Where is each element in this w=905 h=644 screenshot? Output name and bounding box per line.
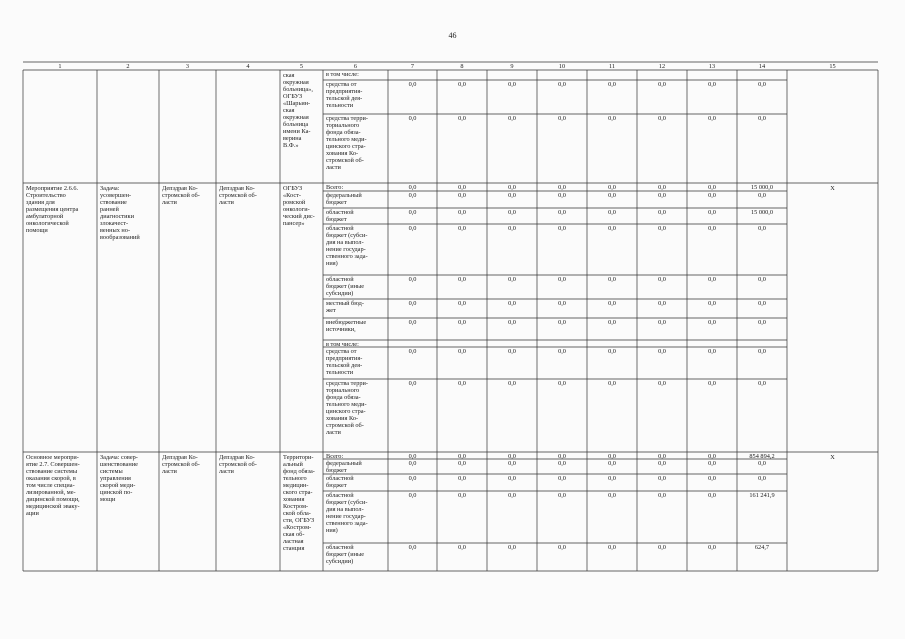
- amount-cell: 0,0: [708, 276, 716, 283]
- amount-cell: 0,0: [508, 348, 516, 355]
- amount-cell: 0,0: [758, 460, 766, 467]
- amount-cell: 0,0: [758, 300, 766, 307]
- amount-cell: 0,0: [608, 225, 616, 232]
- amount-cell: 0,0: [508, 300, 516, 307]
- amount-cell: 0,0: [758, 276, 766, 283]
- amount-cell: 0,0: [408, 475, 417, 482]
- amount-cell: 0,0: [558, 300, 566, 307]
- amount-cell: 0,0: [708, 81, 716, 88]
- column-number: 5: [299, 62, 304, 70]
- amount-cell: 0,0: [708, 192, 716, 199]
- amount-cell: 0,0: [658, 475, 666, 482]
- amount-cell: 854 894,2: [749, 453, 775, 460]
- amount-cell: 0,0: [658, 492, 666, 499]
- column-number: 4: [246, 62, 250, 70]
- amount-cell: 0,0: [508, 276, 516, 283]
- column-number: 9: [510, 62, 514, 70]
- column-number: 7: [410, 62, 415, 70]
- amount-cell: 0,0: [708, 475, 716, 482]
- col15-mark: Х: [830, 184, 835, 192]
- amount-cell: 0,0: [708, 225, 716, 232]
- funding-source-label: средства от предприятия- тельской дея- тельности: [326, 81, 363, 109]
- amount-cell: 0,0: [708, 300, 716, 307]
- amount-cell: 0,0: [608, 115, 616, 122]
- amount-cell: 0,0: [658, 348, 666, 355]
- amount-cell: 0,0: [508, 380, 516, 387]
- amount-cell: 0,0: [608, 184, 616, 191]
- amount-cell: 0,0: [758, 380, 766, 387]
- amount-cell: 0,0: [658, 276, 666, 283]
- amount-cell: 0,0: [458, 319, 466, 326]
- col15-mark: Х: [830, 453, 835, 461]
- measure-name: Мероприятие 2.6.6. Строительство здания для размещения центра амбулаторной онкологической помощи: [26, 185, 79, 234]
- amount-cell: 0,0: [408, 460, 417, 467]
- amount-cell: 0,0: [658, 460, 666, 467]
- participant: ская окружная больница», ОГБУЗ «Шарьин- ская окружная больница имени Ка- верина В.Ф.»: [283, 72, 313, 149]
- amount-cell: 0,0: [708, 544, 716, 551]
- amount-cell: 0,0: [608, 209, 616, 216]
- amount-cell: 0,0: [558, 81, 566, 88]
- amount-cell: 0,0: [558, 492, 566, 499]
- amount-cell: 0,0: [408, 184, 417, 191]
- amount-cell: 0,0: [458, 115, 466, 122]
- amount-cell: 0,0: [608, 319, 616, 326]
- amount-cell: 15 000,0: [750, 209, 774, 216]
- column-number: 8: [460, 62, 464, 70]
- amount-cell: 0,0: [658, 225, 666, 232]
- amount-cell: 161 241,9: [749, 492, 775, 499]
- amount-cell: 0,0: [458, 492, 466, 499]
- amount-cell: 0,0: [558, 380, 566, 387]
- amount-cell: 0,0: [458, 380, 466, 387]
- column-number: 13: [708, 62, 716, 70]
- amount-cell: 0,0: [408, 81, 417, 88]
- amount-cell: 0,0: [508, 475, 516, 482]
- amount-cell: 0,0: [608, 380, 616, 387]
- funding-source-label: в том числе:: [326, 341, 359, 348]
- funding-source-label: внебюджетные источники,: [326, 319, 367, 333]
- amount-cell: 0,0: [508, 81, 516, 88]
- amount-cell: 0,0: [708, 460, 716, 467]
- amount-cell: 0,0: [508, 184, 516, 191]
- amount-cell: 0,0: [758, 225, 766, 232]
- amount-cell: 0,0: [408, 300, 417, 307]
- amount-cell: 0,0: [508, 453, 516, 460]
- amount-cell: 0,0: [658, 209, 666, 216]
- amount-cell: 0,0: [558, 209, 566, 216]
- amount-cell: 0,0: [708, 492, 716, 499]
- column-number: 1: [58, 62, 62, 70]
- amount-cell: 0,0: [608, 475, 616, 482]
- co-executor: Депздрав Ко- стромской об- ласти: [219, 185, 257, 206]
- amount-cell: 0,0: [658, 453, 666, 460]
- amount-cell: 0,0: [458, 209, 466, 216]
- amount-cell: 0,0: [608, 81, 616, 88]
- column-number: 10: [558, 62, 566, 70]
- amount-cell: 0,0: [658, 184, 666, 191]
- amount-cell: 0,0: [608, 492, 616, 499]
- column-number: 15: [829, 62, 836, 70]
- amount-cell: 0,0: [508, 225, 516, 232]
- amount-cell: 0,0: [508, 115, 516, 122]
- amount-cell: 0,0: [758, 348, 766, 355]
- amount-cell: 0,0: [708, 184, 716, 191]
- amount-cell: 0,0: [458, 348, 466, 355]
- funding-source-label: Всего:: [326, 184, 344, 191]
- responsible-executor: Депздрав Ко- стромской об- ласти: [162, 454, 200, 475]
- amount-cell: 0,0: [408, 348, 417, 355]
- amount-cell: 0,0: [558, 276, 566, 283]
- funding-source-label: федеральный бюджет: [326, 192, 362, 206]
- column-number: 12: [658, 62, 666, 70]
- amount-cell: 0,0: [658, 319, 666, 326]
- amount-cell: 0,0: [558, 544, 566, 551]
- column-number: 11: [608, 62, 616, 70]
- amount-cell: 0,0: [608, 453, 616, 460]
- amount-cell: 0,0: [758, 81, 766, 88]
- amount-cell: 0,0: [608, 544, 616, 551]
- co-executor: Депздрав Ко- стромской об- ласти: [219, 454, 257, 475]
- amount-cell: 0,0: [458, 475, 466, 482]
- funding-source-label: федеральный бюджет: [326, 460, 362, 474]
- amount-cell: 0,0: [408, 492, 417, 499]
- column-number: 3: [185, 62, 190, 70]
- amount-cell: 0,0: [558, 319, 566, 326]
- amount-cell: 0,0: [408, 115, 417, 122]
- task-description: Задача: совер- шенствование системы управления скорой меди- цинской по- мощи: [100, 454, 138, 503]
- amount-cell: 0,0: [558, 460, 566, 467]
- amount-cell: 0,0: [608, 460, 616, 467]
- responsible-executor: Депздрав Ко- стромской об- ласти: [162, 185, 200, 206]
- task-description: Задача: усовершен- ствование ранней диагностики злокачест- венных но- вообразований: [100, 185, 140, 241]
- amount-cell: 0,0: [708, 115, 716, 122]
- amount-cell: 0,0: [658, 380, 666, 387]
- amount-cell: 0,0: [408, 225, 417, 232]
- funding-source-label: в том числе:: [326, 71, 359, 78]
- amount-cell: 0,0: [758, 115, 766, 122]
- amount-cell: 0,0: [508, 209, 516, 216]
- column-number: 14: [758, 62, 766, 70]
- amount-cell: 0,0: [508, 544, 516, 551]
- amount-cell: 0,0: [608, 192, 616, 199]
- amount-cell: 0,0: [508, 192, 516, 199]
- amount-cell: 0,0: [458, 460, 466, 467]
- column-number: 6: [353, 62, 358, 70]
- amount-cell: 0,0: [458, 81, 466, 88]
- amount-cell: 0,0: [408, 453, 417, 460]
- amount-cell: 0,0: [408, 544, 417, 551]
- amount-cell: 0,0: [658, 544, 666, 551]
- amount-cell: 0,0: [658, 192, 666, 199]
- amount-cell: 0,0: [458, 184, 466, 191]
- amount-cell: 15 000,0: [750, 184, 774, 191]
- amount-cell: 0,0: [608, 276, 616, 283]
- amount-cell: 0,0: [558, 225, 566, 232]
- amount-cell: 0,0: [658, 81, 666, 88]
- amount-cell: 0,0: [658, 300, 666, 307]
- funding-source-label: областной бюджет (субси- дия на выпол- нение государ- ственного зада- ния): [326, 492, 368, 534]
- amount-cell: 0,0: [758, 319, 766, 326]
- amount-cell: 0,0: [458, 544, 466, 551]
- funding-source-label: областной бюджет: [326, 209, 354, 223]
- page-number: 46: [448, 31, 457, 40]
- amount-cell: 0,0: [708, 453, 716, 460]
- amount-cell: 0,0: [708, 380, 716, 387]
- participant: ОГБУЗ «Кост- ромской онкологи- ческий дис- пансер»: [283, 185, 315, 227]
- amount-cell: 0,0: [558, 115, 566, 122]
- amount-cell: 0,0: [608, 348, 616, 355]
- funding-source-label: средства от предприятия- тельской дея- тельности: [326, 348, 363, 376]
- funding-source-label: областной бюджет (иные субсидии): [326, 544, 365, 565]
- amount-cell: 0,0: [458, 192, 466, 199]
- amount-cell: 0,0: [458, 276, 466, 283]
- amount-cell: 0,0: [608, 300, 616, 307]
- funding-source-label: областной бюджет: [326, 475, 354, 489]
- amount-cell: 0,0: [408, 380, 417, 387]
- amount-cell: 0,0: [508, 492, 516, 499]
- amount-cell: 0,0: [408, 276, 417, 283]
- amount-cell: 0,0: [508, 460, 516, 467]
- amount-cell: 0,0: [458, 300, 466, 307]
- amount-cell: 0,0: [558, 184, 566, 191]
- funding-source-label: средства терри- ториального фонда обяза- тельного меди- цинского стра- хования Ко- стромской об- ласти: [326, 380, 368, 436]
- column-number: 2: [126, 62, 130, 70]
- amount-cell: 0,0: [558, 348, 566, 355]
- amount-cell: 0,0: [408, 209, 417, 216]
- funding-source-label: средства терри- ториального фонда обяза- тельного меди- цинского стра- хования Ко- стромской об- ласти: [326, 115, 368, 171]
- participant: Территори- альный фонд обяза- тельного медицин- ского стра- хования Костром- ской обла- сти, ОГБУЗ «Костром- ская об- ластная станция: [283, 454, 315, 552]
- amount-cell: 0,0: [708, 209, 716, 216]
- amount-cell: 0,0: [708, 319, 716, 326]
- amount-cell: 0,0: [658, 115, 666, 122]
- amount-cell: 0,0: [758, 192, 766, 199]
- funding-source-label: Всего:: [326, 453, 344, 460]
- amount-cell: 0,0: [508, 319, 516, 326]
- amount-cell: 0,0: [458, 225, 466, 232]
- funding-source-label: областной бюджет (субси- дия на выпол- нение государ- ственного зада- ния): [326, 225, 368, 267]
- amount-cell: 0,0: [708, 348, 716, 355]
- amount-cell: 0,0: [408, 192, 417, 199]
- measure-name: Основное меропри- ятие 2.7. Совершен- ствование системы оказания скорой, в том числе специа- лизированной, ме- дицинской помощи, медицинской эваку- ации: [26, 454, 80, 517]
- amount-cell: 0,0: [558, 192, 566, 199]
- funding-source-label: областной бюджет (иные субсидии): [326, 276, 365, 297]
- amount-cell: 0,0: [558, 475, 566, 482]
- amount-cell: 0,0: [458, 453, 466, 460]
- amount-cell: 0,0: [758, 475, 766, 482]
- amount-cell: 0,0: [408, 319, 417, 326]
- funding-source-label: местный бюд- жет: [326, 300, 364, 314]
- amount-cell: 624,7: [754, 544, 770, 551]
- amount-cell: 0,0: [558, 453, 566, 460]
